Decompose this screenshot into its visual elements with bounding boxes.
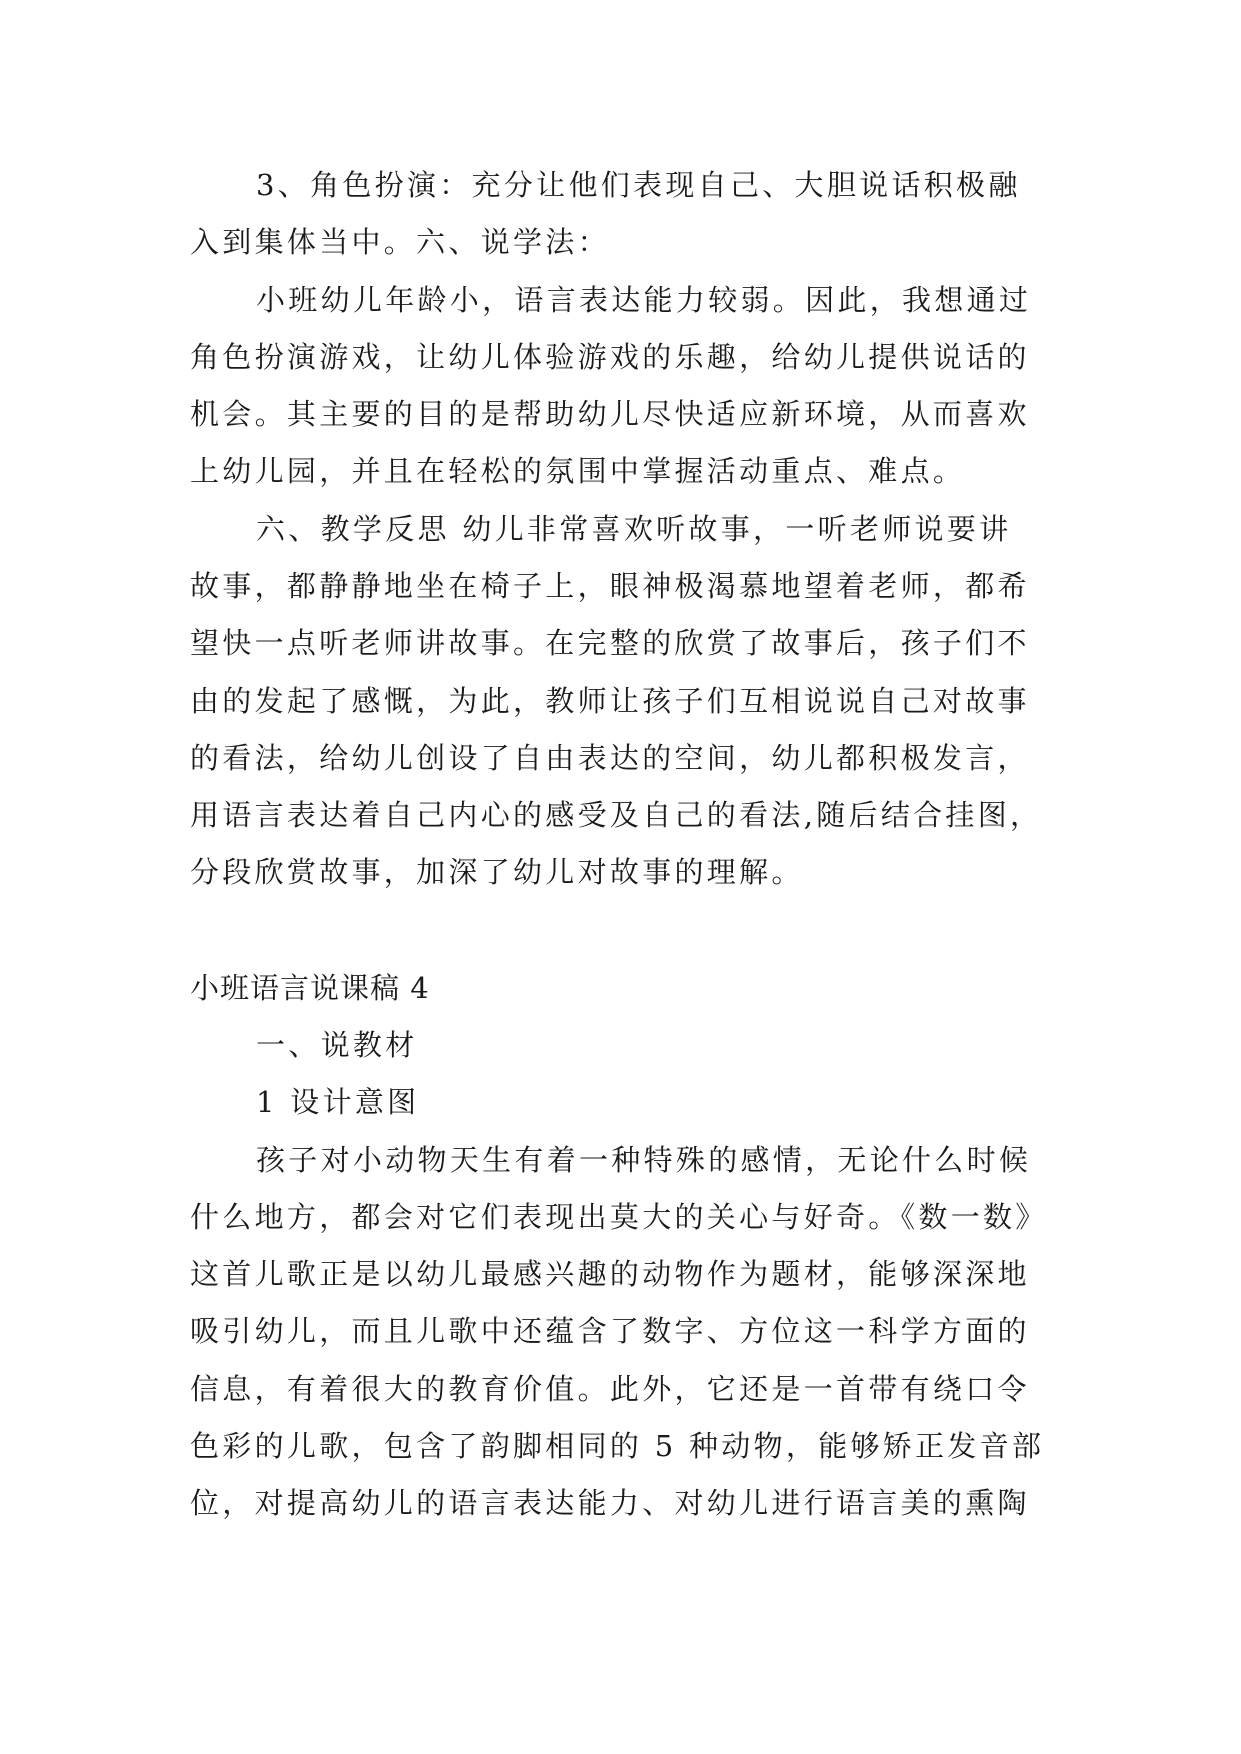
paragraph-line: 故事，都静静地坐在椅子上，眼神极渴慕地望着老师，都希 (190, 569, 1030, 603)
subsection-heading: 1 设计意图 (256, 1085, 420, 1119)
paragraph-line: 位，对提高幼儿的语言表达能力、对幼儿进行语言美的熏陶 (190, 1486, 1030, 1520)
paragraph-line: 的看法，给幼儿创设了自由表达的空间，幼儿都积极发言， (190, 741, 1030, 775)
paragraph-line: 这首儿歌正是以幼儿最感兴趣的动物作为题材，能够深深地 (190, 1257, 1030, 1291)
paragraph-line: 望快一点听老师讲故事。在完整的欣赏了故事后，孩子们不 (190, 626, 1030, 660)
paragraph-line: 小班幼儿年龄小，语言表达能力较弱。因此，我想通过 (256, 283, 1032, 317)
paragraph-line: 分段欣赏故事，加深了幼儿对故事的理解。 (190, 855, 804, 889)
section-heading: 小班语言说课稿 4 (190, 971, 430, 1005)
paragraph-line: 信息，有着很大的教育价值。此外，它还是一首带有绕口令 (190, 1372, 1030, 1406)
paragraph-line: 孩子对小动物天生有着一种特殊的感情，无论什么时候 (256, 1143, 1032, 1177)
paragraph-line: 上幼儿园，并且在轻松的氛围中掌握活动重点、难点。 (190, 454, 966, 488)
paragraph-line: 角色扮演游戏，让幼儿体验游戏的乐趣，给幼儿提供说话的 (190, 340, 1030, 374)
paragraph-line: 色彩的儿歌，包含了韵脚相同的 5 种动物，能够矫正发音部 (190, 1429, 1045, 1463)
paragraph-line: 六、教学反思 幼儿非常喜欢听故事，一听老师说要讲 (256, 512, 1012, 546)
paragraph-line: 什么地方，都会对它们表现出莫大的关心与好奇。《数一数》 (190, 1200, 1048, 1234)
paragraph-line: 入到集体当中。六、说学法： (190, 225, 610, 259)
paragraph-line: 吸引幼儿，而且儿歌中还蕴含了数字、方位这一科学方面的 (190, 1314, 1030, 1348)
paragraph-line: 机会。其主要的目的是帮助幼儿尽快适应新环境，从而喜欢 (190, 397, 1030, 431)
subsection-heading: 一、说教材 (256, 1028, 418, 1062)
paragraph-line: 用语言表达着自己内心的感受及自己的看法,随后结合挂图， (190, 798, 1043, 832)
paragraph-line: 由的发起了感慨，为此，教师让孩子们互相说说自己对故事 (190, 684, 1030, 718)
paragraph-line: 3、角色扮演：充分让他们表现自己、大胆说话积极融 (256, 168, 1021, 202)
